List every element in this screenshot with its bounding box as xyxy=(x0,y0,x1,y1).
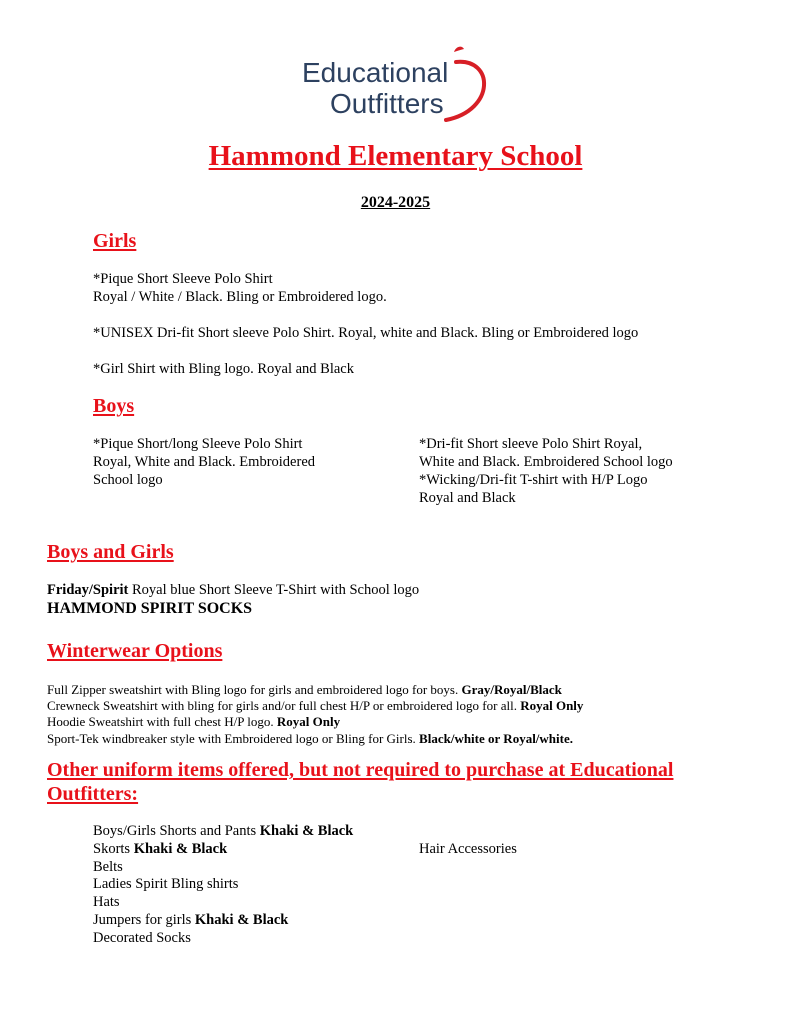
other-items-heading-cont: Outfitters: xyxy=(47,783,139,805)
other-item: Boys/Girls Shorts and Pants Khaki & Black xyxy=(93,823,354,839)
other-item: Belts xyxy=(93,859,123,875)
other-item: Hats xyxy=(93,894,120,910)
girls-line: Royal / White / Black. Bling or Embroidered logo. xyxy=(93,289,387,305)
other-item: Skorts Khaki & Black xyxy=(93,841,228,857)
boys-right-line: Royal and Black xyxy=(419,490,516,506)
page-title: Hammond Elementary School xyxy=(208,140,583,172)
girls-line: *Pique Short Sleeve Polo Shirt xyxy=(93,271,273,287)
friday-spirit-label: Friday/Spirit xyxy=(47,582,129,598)
apple-leaf-icon xyxy=(454,47,464,52)
other-item: Decorated Socks xyxy=(93,930,191,946)
winterwear-item: Full Zipper sweatshirt with Bling logo for girls and embroidered logo for boys. Gray/Royal/Black xyxy=(47,682,562,697)
other-item-right: Hair Accessories xyxy=(419,841,517,857)
other-item: Ladies Spirit Bling shirts xyxy=(93,876,239,892)
boys-left-line: *Pique Short/long Sleeve Polo Shirt xyxy=(93,436,303,452)
winterwear-item: Sport-Tek windbreaker style with Embroidered logo or Bling for Girls. Black/white or Royal/white. xyxy=(47,731,573,746)
boys-left-line: Royal, White and Black. Embroidered xyxy=(93,454,316,470)
other-item: Jumpers for girls Khaki & Black xyxy=(93,912,289,928)
winterwear-heading: Winterwear Options xyxy=(47,640,223,662)
friday-spirit-description: Royal blue Short Sleeve T-Shirt with School logo xyxy=(128,582,420,598)
apple-swoosh-icon xyxy=(446,62,484,120)
winterwear-item: Crewneck Sweatshirt with bling for girls and/or full chest H/P or embroidered logo for all. Royal Only xyxy=(47,698,584,713)
boys-heading: Boys xyxy=(93,395,135,417)
other-items-heading: Other uniform items offered, but not required to purchase at Educational xyxy=(47,759,674,781)
girls-heading: Girls xyxy=(93,230,137,252)
logo-line2: Outfitters xyxy=(330,88,444,119)
friday-spirit-line xyxy=(47,581,419,599)
boys-left-line: School logo xyxy=(93,472,163,488)
winterwear-item: Hoodie Sweatshirt with full chest H/P logo. Royal Only xyxy=(47,714,341,729)
girls-line: *Girl Shirt with Bling logo. Royal and Black xyxy=(93,361,354,377)
boys-right-line: *Dri-fit Short sleeve Polo Shirt Royal, xyxy=(419,436,643,452)
logo-line1: Educational xyxy=(302,57,449,88)
boys-and-girls-heading: Boys and Girls xyxy=(47,541,174,563)
school-year: 2024-2025 xyxy=(360,194,431,211)
girls-line: *UNISEX Dri-fit Short sleeve Polo Shirt. Royal, white and Black. Bling or Embroidered logo xyxy=(93,325,639,341)
educational-outfitters-logo xyxy=(296,40,496,124)
boys-right-line: *Wicking/Dri-fit T-shirt with H/P Logo xyxy=(419,472,648,488)
spirit-socks: HAMMOND SPIRIT SOCKS xyxy=(47,600,253,617)
boys-right-line: White and Black. Embroidered School logo xyxy=(419,454,673,470)
